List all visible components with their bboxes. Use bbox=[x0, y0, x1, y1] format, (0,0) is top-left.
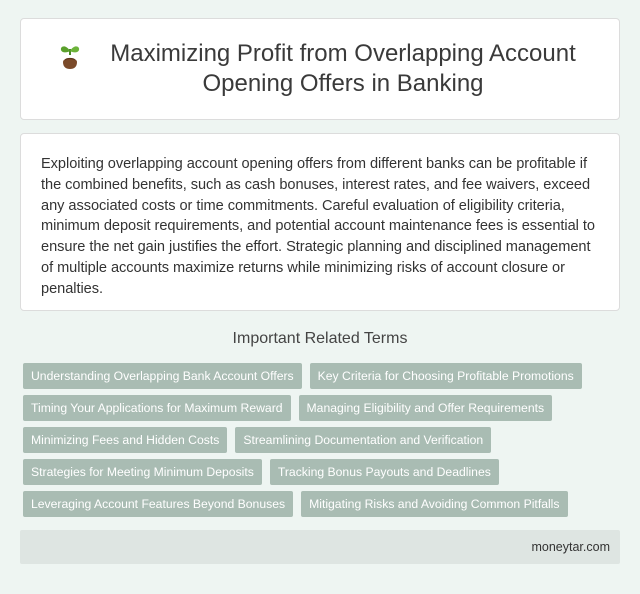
related-term-tag[interactable]: Mitigating Risks and Avoiding Common Pitfalls bbox=[301, 491, 567, 517]
related-term-tag[interactable]: Tracking Bonus Payouts and Deadlines bbox=[270, 459, 499, 485]
tag-row bbox=[23, 491, 623, 517]
site-link[interactable]: moneytar.com bbox=[531, 540, 610, 554]
related-terms-list bbox=[23, 363, 623, 523]
related-term-tag[interactable]: Streamlining Documentation and Verification bbox=[235, 427, 491, 453]
sprout-icon bbox=[57, 43, 83, 71]
tag-row bbox=[23, 363, 623, 389]
title-card bbox=[20, 18, 620, 120]
tag-row bbox=[23, 395, 623, 421]
related-term-tag[interactable]: Key Criteria for Choosing Profitable Promotions bbox=[310, 363, 582, 389]
related-term-tag[interactable]: Managing Eligibility and Offer Requirements bbox=[299, 395, 553, 421]
related-term-tag[interactable]: Understanding Overlapping Bank Account Offers bbox=[23, 363, 302, 389]
footer bbox=[20, 530, 620, 564]
tag-row bbox=[23, 427, 623, 453]
summary-card bbox=[20, 133, 620, 311]
page-title: Maximizing Profit from Overlapping Account Opening Offers in Banking bbox=[110, 40, 576, 97]
related-terms-heading: Important Related Terms bbox=[232, 330, 408, 347]
related-term-tag[interactable]: Leveraging Account Features Beyond Bonuses bbox=[23, 491, 293, 517]
tag-row bbox=[23, 459, 623, 485]
summary-paragraph: Exploiting overlapping account opening offers from different banks can be profitable if the combined benefits, such as cash bonuses, interest rates, and fee waivers, exceed any associated costs or time commitments. Careful evaluation of eligibility criteria, minimum deposit requirements, and potential account maintenance fees is essential to ensure the net gain justifies the effort. Strategic planning and disciplined management of multiple accounts maximize returns while minimizing risks of account closure or penalties. bbox=[41, 156, 595, 297]
title-row bbox=[57, 39, 583, 99]
related-term-tag[interactable]: Minimizing Fees and Hidden Costs bbox=[23, 427, 227, 453]
related-term-tag[interactable]: Timing Your Applications for Maximum Reward bbox=[23, 395, 291, 421]
related-term-tag[interactable]: Strategies for Meeting Minimum Deposits bbox=[23, 459, 262, 485]
